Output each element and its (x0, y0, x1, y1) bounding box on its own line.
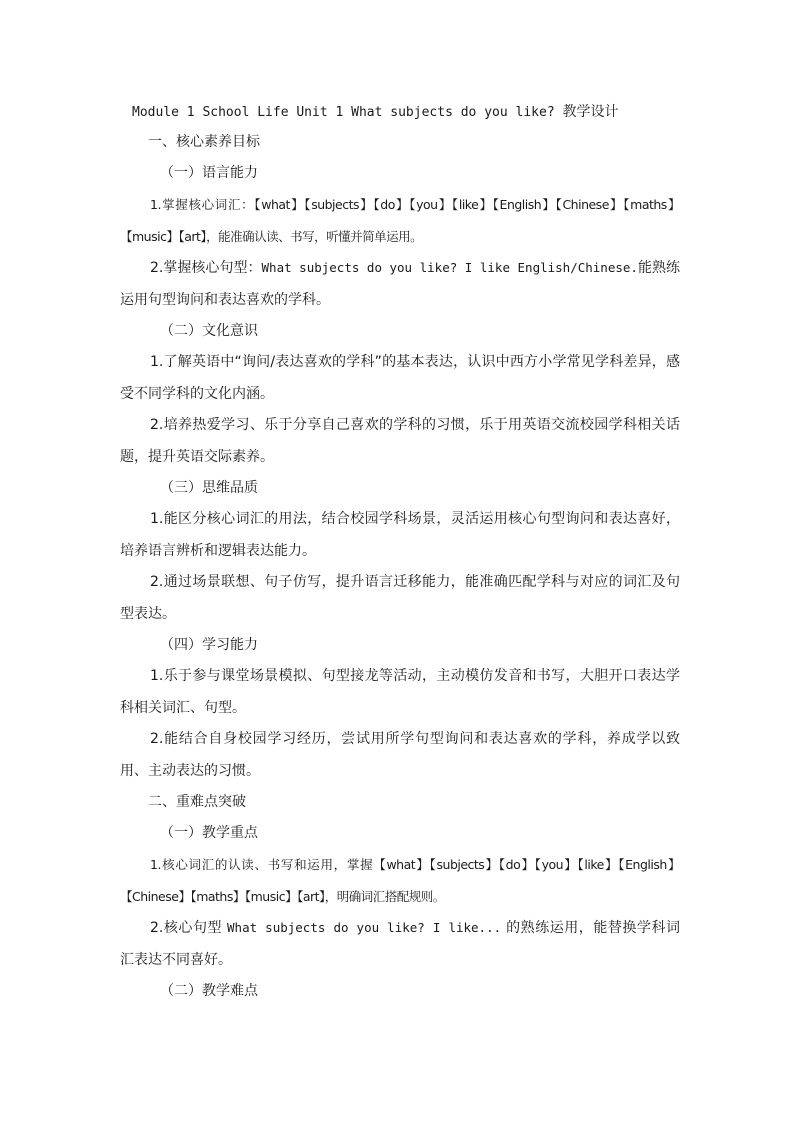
subsection-heading-culture: （二）文化意识 (160, 323, 258, 339)
paragraph-language-2-en: What subjects do you like? I like English/Chinese. (261, 260, 638, 275)
document-body (120, 98, 680, 1007)
subsection-heading-difficulties: （二）教学难点 (160, 983, 258, 999)
document-title (132, 98, 680, 127)
subsection-heading-thinking: （三）思维品质 (160, 480, 258, 496)
paragraph-thinking-1: 1.能区分核心词汇的用法，结合校园学科场景，灵活运用核心句型询问和表达喜好，培养语言辨析和逻辑表达能力。 (120, 511, 680, 559)
paragraph-key-points-2-tail: 的熟练运用，能替换学科词汇表达不同喜好。 (120, 920, 680, 968)
title-chinese: 教学设计 (562, 104, 619, 120)
paragraph-culture-1: 1.了解英语中“询问/表达喜欢的学科”的基本表达，认识中西方小学常见学科差异，感受不同学科的文化内涵。 (120, 354, 680, 402)
paragraph-key-points-2 (120, 912, 680, 976)
paragraph-language-2-cn: 2.掌握核心句型： (150, 260, 262, 276)
subsection-heading-key-points: （一）教学重点 (160, 825, 258, 841)
paragraph-language-1: 1.掌握核心词汇：【what】【subjects】【do】【you】【like】【English】【Chinese】【maths】【music】【art】，能准确认读、书写，听懂并简单运用。 (120, 197, 680, 244)
subsection-heading-learning: （四）学习能力 (160, 637, 258, 653)
paragraph-learning-1: 1.乐于参与课堂场景模拟、句型接龙等活动，主动模仿发音和书写，大胆开口表达学科相关词汇、句型。 (120, 668, 680, 716)
paragraph-learning-2: 2.能结合自身校园学习经历，尝试用所学句型询问和表达喜欢的学科，养成学以致用、主动表达的习惯。 (120, 731, 680, 779)
paragraph-key-points-1: 1.核心词汇的认读、书写和运用，掌握【what】【subjects】【do】【you】【like】【English】【Chinese】【maths】【music】【art】，明确词汇搭配规则。 (120, 857, 680, 904)
paragraph-language-2 (120, 252, 680, 316)
section-heading-2: 二、重难点突破 (148, 794, 246, 810)
paragraph-thinking-2: 2.通过场景联想、句子仿写，提升语言迁移能力，能准确匹配学科与对应的词汇及句型表达。 (120, 574, 680, 622)
section-heading-1: 一、核心素养目标 (148, 134, 260, 150)
paragraph-key-points-2-en: What subjects do you like? I like... (227, 920, 502, 935)
title-english: Module 1 School Life Unit 1 What subjects do you like? (132, 105, 555, 120)
paragraph-language-2-tail: 能熟练运用句型询问和表达喜欢的学科。 (120, 260, 680, 308)
paragraph-key-points-2-cn: 2.核心句型 (150, 920, 223, 936)
paragraph-culture-2: 2.培养热爱学习、乐于分享自己喜欢的学科的习惯，乐于用英语交流校园学科相关话题，提升英语交际素养。 (120, 417, 680, 465)
subsection-heading-language: （一）语言能力 (160, 165, 258, 181)
